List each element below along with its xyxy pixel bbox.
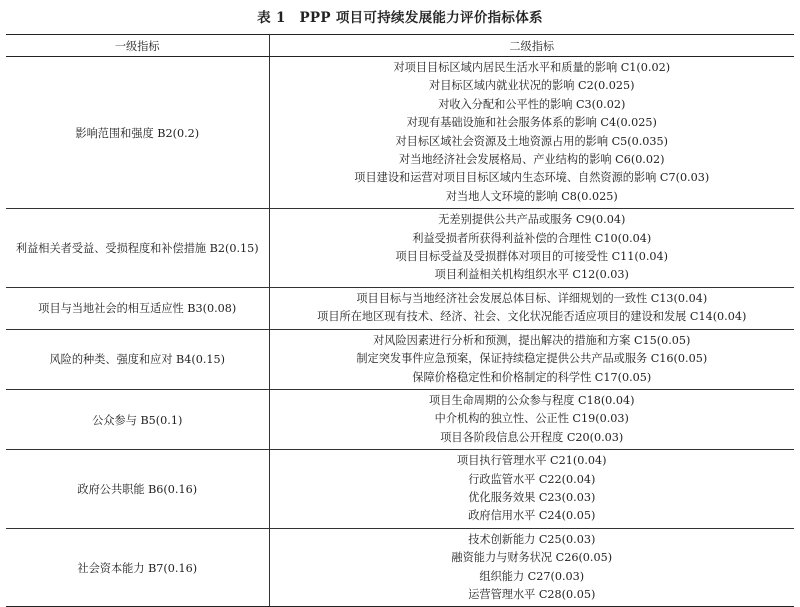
secondary-indicator: 行政监管水平 C22(0.04) [468,472,596,486]
secondary-indicator: 对项目目标区域内居民生活水平和质量的影响 C1(0.02) [393,61,671,74]
secondary-indicator: 项目生命周期的公众参与程度 C18(0.04) [429,393,635,407]
table-row [6,329,794,389]
primary-indicator: 项目与当地社会的相互适应性 B3(0.08) [6,287,269,329]
secondary-indicator: 对目标区域社会资源及土地资源占用的影响 C5(0.035) [395,134,669,148]
secondary-indicator: 利益受损者所获得利益补偿的合理性 C10(0.04) [412,231,652,245]
secondary-indicator: 无差别提供公共产品或服务 C9(0.04) [438,213,626,227]
table-row [6,450,794,529]
table-row [6,209,794,288]
secondary-indicator: 政府信用水平 C24(0.05) [468,509,596,523]
secondary-indicator: 对现有基础设施和社会服务体系的影响 C4(0.025) [406,116,657,130]
secondary-indicator: 项目目标受益及受损群体对项目的可接受性 C11(0.04) [395,250,669,264]
secondary-indicator: 对收入分配和公平性的影响 C3(0.02) [438,97,626,111]
secondary-indicator: 对当地经济社会发展格局、产业结构的影响 C6(0.02) [399,153,665,167]
primary-indicator: 影响范围和强度 B2(0.2) [6,57,269,209]
secondary-indicator: 保障价格稳定性和价格制定的科学性 C17(0.05) [412,370,652,384]
column-header-secondary: 二级指标 [269,35,794,57]
secondary-indicator-cell [269,329,794,389]
secondary-indicator-list [270,330,795,389]
table-row [6,57,794,209]
secondary-indicator: 项目执行管理水平 C21(0.04) [457,454,607,468]
primary-indicator: 政府公共职能 B6(0.16) [6,450,269,529]
table-row [6,528,794,607]
secondary-indicator-cell [269,450,794,529]
secondary-indicator-list [270,57,795,208]
secondary-indicator-list [270,209,795,287]
secondary-indicator-list [270,390,795,449]
secondary-indicator: 优化服务效果 C23(0.03) [468,490,596,504]
secondary-indicator: 对目标区域内就业状况的影响 C2(0.025) [429,79,635,93]
secondary-indicator: 项目建设和运营对项目目标区域内生态环境、自然资源的影响 C7(0.03) [354,171,710,185]
secondary-indicator: 项目所在地区现有技术、经济、社会、文化状况能否适应项目的建设和发展 C14(0.04) [317,310,747,324]
secondary-indicator: 技术创新能力 C25(0.03) [468,532,596,546]
primary-indicator: 利益相关者受益、受损程度和补偿措施 B2(0.15) [6,209,269,288]
secondary-indicator-list [270,288,795,329]
secondary-indicator: 运营管理水平 C28(0.05) [468,587,596,601]
primary-indicator: 风险的种类、强度和应对 B4(0.15) [6,329,269,389]
table-header-row [6,35,794,57]
secondary-indicator: 项目目标与当地经济社会发展总体目标、详细规划的一致性 C13(0.04) [356,291,708,305]
secondary-indicator: 制定突发事件应急预案，保证持续稳定提供公共产品或服务 C16(0.05) [356,352,708,366]
secondary-indicator: 对当地人文环境的影响 C8(0.025) [445,189,618,203]
secondary-indicator: 组织能力 C27(0.03) [479,569,585,583]
secondary-indicator: 融资能力与财务状况 C26(0.05) [451,551,613,565]
column-header-primary: 一级指标 [6,35,269,57]
secondary-indicator: 项目各阶段信息公开程度 C20(0.03) [440,430,624,444]
primary-indicator: 社会资本能力 B7(0.16) [6,528,269,607]
table-title: 表 1 PPP 项目可持续发展能力评价指标体系 [257,10,543,26]
table-row [6,287,794,329]
secondary-indicator-cell [269,209,794,288]
primary-indicator: 公众参与 B5(0.1) [6,389,269,449]
secondary-indicator-cell [269,389,794,449]
secondary-indicator-list [270,450,795,528]
secondary-indicator-list [270,529,795,607]
indicator-table [6,34,794,607]
secondary-indicator-cell [269,287,794,329]
table-row [6,389,794,449]
secondary-indicator: 对风险因素进行分析和预测，提出解决的措施和方案 C15(0.05) [373,333,691,347]
secondary-indicator-cell [269,57,794,209]
secondary-indicator: 中介机构的独立性、公正性 C19(0.03) [434,412,629,426]
secondary-indicator-cell [269,528,794,607]
secondary-indicator: 项目利益相关机构组织水平 C12(0.03) [434,268,629,282]
